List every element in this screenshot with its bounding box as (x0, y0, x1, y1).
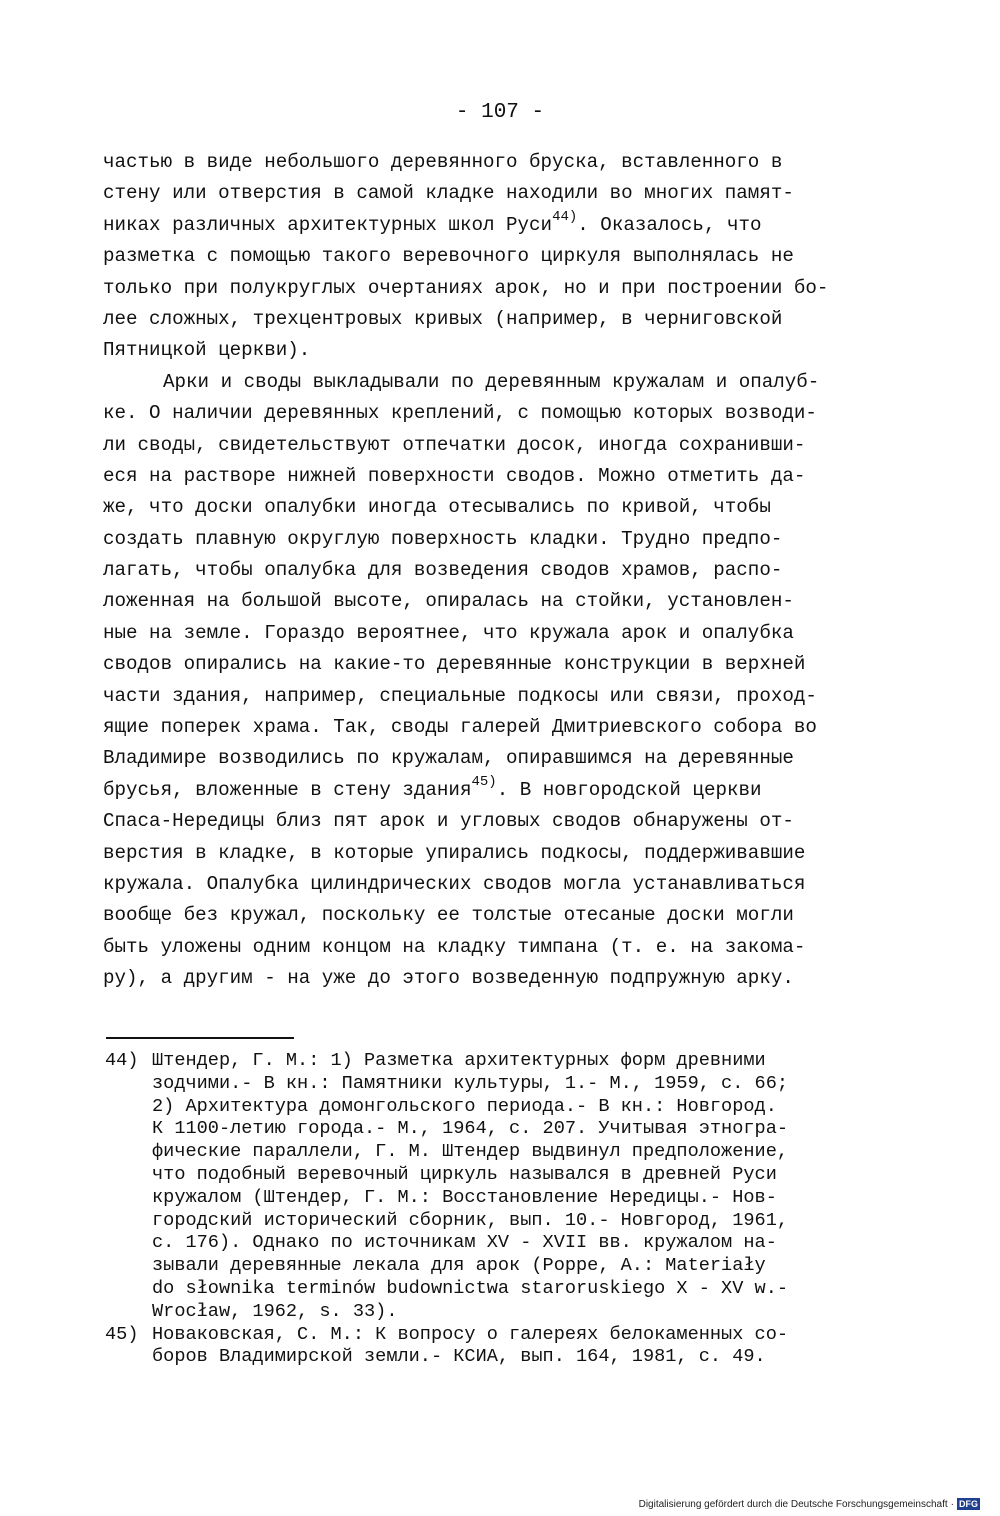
footnote-line: зывали деревянные лекала для арок (Poppe, A.: Materiały (152, 1255, 766, 1277)
footnote (105, 1324, 905, 1370)
text-line-content: частью в виде небольшого деревянного бруска, вставленного в (103, 151, 783, 173)
text-line (103, 963, 903, 994)
footnote-line: Штендер, Г. М.: 1) Разметка архитектурных форм древними (152, 1050, 766, 1071)
footnote-line: зодчими.- В кн.: Памятники культуры, 1.- М., 1959, с. 66; (152, 1072, 789, 1094)
text-line (103, 806, 903, 837)
text-line (103, 586, 903, 617)
text-line-content: только при полукруглых очертаниях арок, но и при построении бо- (103, 276, 829, 299)
text-line (103, 555, 903, 586)
text-line-content: лагать, чтобы опалубка для возведения сводов храмов, распо- (103, 559, 783, 582)
text-line (103, 932, 903, 963)
text-line-content: сводов опирались на какие-то деревянные конструкции в верхней (103, 653, 806, 676)
text-line (103, 524, 903, 555)
text-line (103, 430, 903, 461)
text-line-content: вообще без кружал, поскольку ее толстые отесаные доски могли (103, 904, 794, 927)
text-line (103, 461, 903, 492)
text-line (103, 649, 903, 680)
text-line (103, 618, 903, 649)
footnote-line: фические параллели, Г. М. Штендер выдвинул предположение, (152, 1141, 789, 1163)
text-line (103, 775, 903, 806)
text-line-content: Арки и своды выкладывали по деревянным кружалам и опалуб- (163, 370, 820, 393)
text-line (103, 712, 903, 743)
text-line-content: ные на земле. Гораздо вероятнее, что кружала арок и опалубка (103, 621, 794, 644)
text-line-content: Спаса-Нередицы близ пят арок и угловых сводов обнаружены от- (103, 810, 794, 833)
footnote (105, 1050, 905, 1324)
text-line-content: ящие поперек храма. Так, своды галерей Дмитриевского собора во (103, 716, 817, 739)
footnote-line: do słownika terminów budownictwa staroruskiego X - XV w.- (152, 1277, 789, 1299)
text-line (103, 304, 903, 335)
footnote-reference: 45) (471, 773, 497, 790)
text-line-content: ру), а другим - на уже до этого возведенную подпружную арку. (103, 967, 794, 990)
text-line (103, 869, 903, 900)
page-number: - 107 - (455, 101, 545, 124)
dfg-credit-text: Digitalisierung gefördert durch die Deutsche Forschungsgemeinschaft (638, 1498, 948, 1510)
text-line (103, 147, 903, 178)
text-line-content: еся на растворе нижней поверхности сводов. Можно отметить да- (103, 464, 806, 487)
text-line-content: кружала. Опалубка цилиндрических сводов могла устанавливаться (103, 872, 806, 895)
text-line (103, 398, 903, 429)
dfg-credit (639, 1498, 980, 1510)
text-line-content: быть уложены одним концом на кладку тимпана (т. е. на закома- (103, 935, 806, 958)
footnote-body (152, 1050, 905, 1324)
footnote-line: с. 176). Однако по источникам XV - XVII вв. кружалом на- (152, 1232, 777, 1254)
text-line-content: ли своды, свидетельствуют отпечатки досок, иногда сохранивши- (103, 433, 806, 456)
text-line-content: лее сложных, трехцентровых кривых (например, в черниговской (103, 307, 783, 330)
text-line-content: же, что доски опалубки иногда отесывались по кривой, чтобы (103, 496, 771, 519)
text-line-content: никах различных архитектурных школ Руси (103, 213, 553, 236)
text-line (103, 335, 903, 366)
text-line-content: части здания, например, специальные подкосы или связи, проход- (103, 684, 817, 707)
text-line-content: верстия в кладке, в которые упирались подкосы, поддерживавшие (103, 841, 806, 864)
text-line-content: брусья, вложенные в стену здания (103, 778, 472, 801)
text-line (103, 900, 903, 931)
text-line-continuation: . В новгородской церкви (496, 778, 762, 801)
footnote-divider (106, 1037, 294, 1039)
dfg-logo-icon: DFG (959, 1499, 978, 1509)
text-line-content: Пятницкой церкви). (103, 339, 311, 362)
text-line-content: создать плавную округлую поверхность кладки. Трудно предпо- (103, 527, 783, 550)
footnote-line: К 1100-летию города.- М., 1964, с. 207. Учитывая этногра- (152, 1118, 789, 1140)
text-line (103, 367, 903, 398)
text-line-content: ложенная на большой высоте, опиралась на стойки, установлен- (103, 590, 794, 613)
text-line (103, 492, 903, 523)
footnote-line: 2) Архитектура домонгольского периода.- В кн.: Новгород. (152, 1095, 777, 1117)
dfg-credit-separator: · (950, 1498, 954, 1510)
text-line (103, 210, 903, 241)
footnote-reference: 44) (552, 208, 578, 225)
text-line (103, 178, 903, 209)
text-line-content: стену или отверстия в самой кладке находили во многих памят- (103, 182, 794, 205)
footnote-line: Wrocław, 1962, s. 33). (152, 1300, 398, 1322)
text-line (103, 681, 903, 712)
footnote-line: что подобный веревочный циркуль назывался в древней Руси (152, 1163, 777, 1185)
footnote-line: Новаковская, С. М.: К вопросу о галереях белокаменных со- (152, 1323, 789, 1345)
footnote-number: 45) (105, 1323, 139, 1345)
body-text (103, 147, 903, 995)
text-line-continuation: . Оказалось, что (577, 213, 762, 236)
text-line-content: ке. О наличии деревянных креплений, с помощью которых возводи- (103, 402, 817, 425)
footnote-line: городский исторический сборник, вып. 10.- Новгород, 1961, (152, 1209, 789, 1231)
text-line (103, 241, 903, 272)
footnotes (105, 1050, 905, 1369)
footnote-number: 44) (105, 1050, 139, 1071)
text-line-content: разметка с помощью такого веревочного циркуля выполнялась не (103, 245, 794, 268)
text-line (103, 743, 903, 774)
text-line (103, 273, 903, 304)
text-line (103, 838, 903, 869)
footnote-body (152, 1324, 905, 1370)
text-line-content: Владимире возводились по кружалам, опиравшимся на деревянные (103, 747, 794, 770)
footnote-line: боров Владимирской земли.- КСИА, вып. 164, 1981, с. 49. (152, 1346, 766, 1368)
footnote-line: кружалом (Штендер, Г. М.: Восстановление Нередицы.- Нов- (152, 1186, 777, 1208)
